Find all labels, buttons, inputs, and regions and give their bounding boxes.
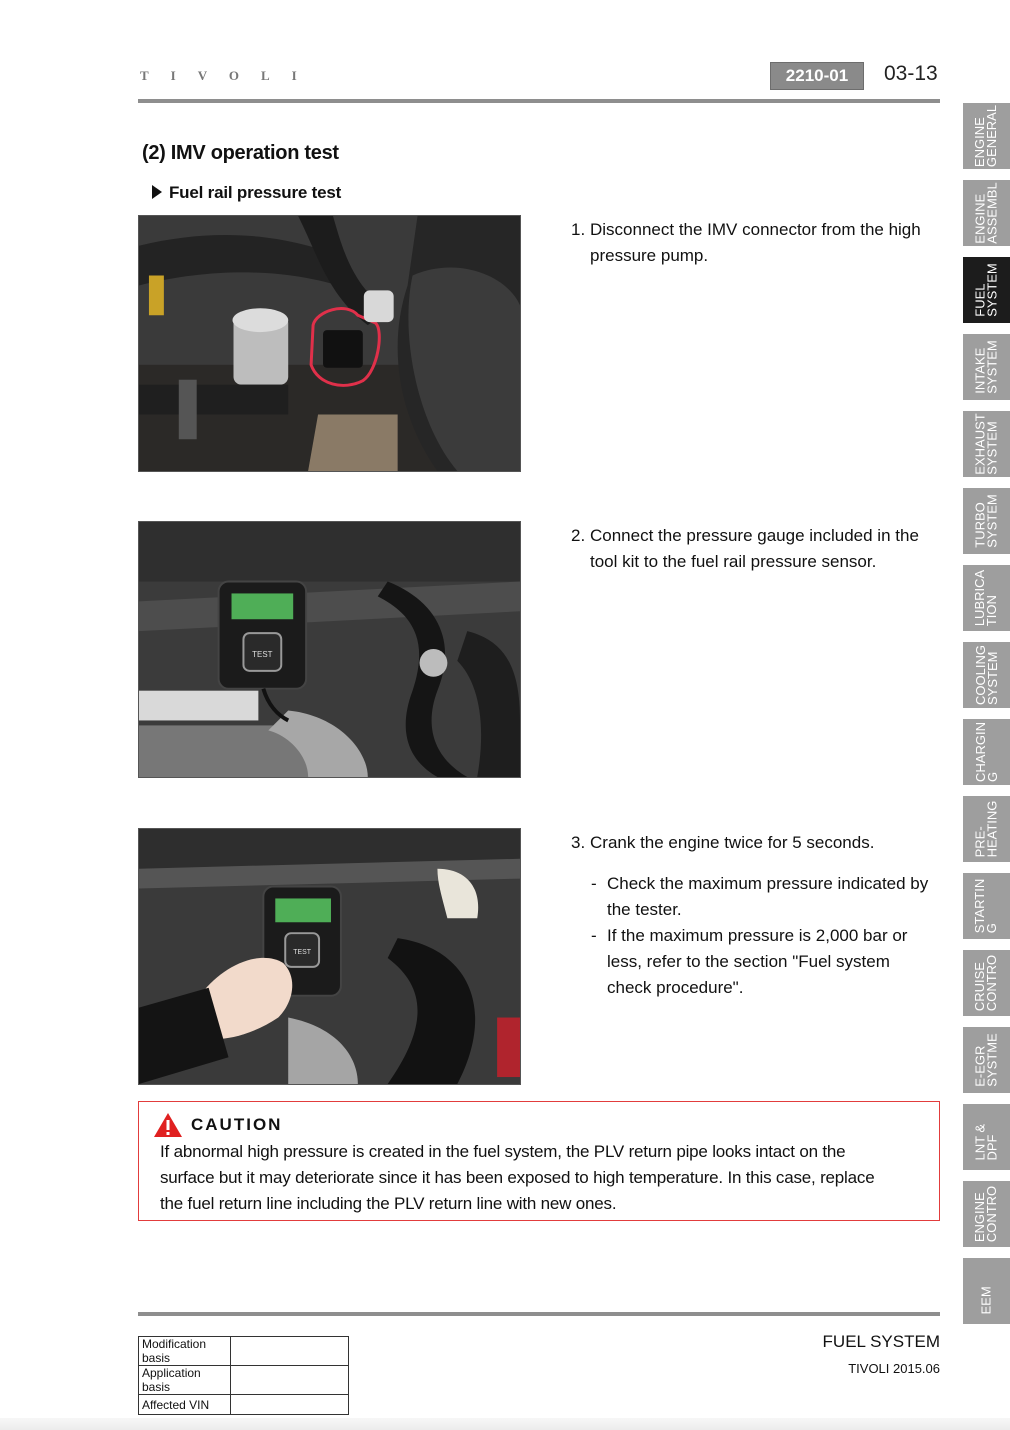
- tab-label: EEM: [978, 1286, 994, 1315]
- tab-label: LUBRICA TION: [972, 569, 1000, 627]
- photo-pressure-gauge-connected: [138, 521, 521, 778]
- note-text: less, refer to the section "Fuel system: [607, 952, 890, 971]
- tester-test-label: TEST: [293, 949, 312, 957]
- tab-label: LNT & DPF: [972, 1123, 1000, 1161]
- caution-line: surface but it may deteriorate since it has been exposed to high temperature. In this case, replace: [160, 1168, 875, 1187]
- table-row: [139, 1337, 349, 1366]
- note-text: the tester.: [607, 900, 682, 919]
- tab-label: ENGINE GENERAL: [972, 104, 1000, 168]
- table-label: Modification basis: [139, 1337, 231, 1366]
- caution-title: CAUTION: [191, 1115, 283, 1134]
- tab-pre-heating[interactable]: [963, 796, 1010, 862]
- table-value: [231, 1395, 349, 1415]
- warning-triangle-icon: [153, 1112, 183, 1138]
- tab-engine-assembly[interactable]: [963, 180, 1010, 246]
- caution-line: the fuel return line including the PLV return line with new ones.: [160, 1194, 617, 1213]
- tab-fuel-system[interactable]: [963, 257, 1010, 323]
- tab-intake-system[interactable]: [963, 334, 1010, 400]
- tab-cooling-system[interactable]: [963, 642, 1010, 708]
- step-number: 1.: [571, 220, 586, 239]
- tab-label: EXHAUST SYSTEM: [972, 413, 1000, 475]
- subsection-title-text: Fuel rail pressure test: [169, 183, 342, 202]
- section-code-badge: 2210-01: [770, 62, 864, 90]
- tab-exhaust-system[interactable]: [963, 411, 1010, 477]
- tester-test-label: TEST: [252, 649, 273, 659]
- step-3: [571, 830, 941, 1001]
- tab-label: E-EGR SYSTME: [972, 1033, 1000, 1087]
- tab-charging[interactable]: [963, 719, 1010, 785]
- tab-label: STARTIN G: [972, 878, 1000, 934]
- subsection-title: [152, 183, 341, 203]
- step-number: 2.: [571, 526, 586, 545]
- step-3-note-1: [571, 871, 941, 923]
- tab-label: PRE- HEATING: [972, 800, 1000, 858]
- tab-cruise-control[interactable]: [963, 950, 1010, 1016]
- table-value: [231, 1366, 349, 1395]
- tab-label: FUEL SYSTEM: [972, 263, 1000, 317]
- tab-e-egr-system[interactable]: [963, 1027, 1010, 1093]
- tab-lnt-dpf[interactable]: [963, 1104, 1010, 1170]
- note-text: - If the maximum pressure is 2,000 bar or: [607, 926, 908, 945]
- table-value: [231, 1337, 349, 1366]
- photo-imv-connector: [138, 215, 521, 472]
- step-3-note-2: [571, 923, 941, 1001]
- step-2: [571, 523, 941, 575]
- step-text: Connect the pressure gauge included in the: [590, 526, 919, 545]
- caution-box: [138, 1101, 940, 1221]
- header-rule: [138, 99, 940, 103]
- caution-text: [160, 1139, 920, 1217]
- tab-label: TURBO SYSTEM: [972, 494, 1000, 548]
- tab-label: COOLING SYSTEM: [972, 645, 1000, 705]
- tab-label: ENGINE ASSEMBL: [972, 182, 1000, 244]
- step-number: 3.: [571, 833, 586, 852]
- footer-rule: [138, 1312, 940, 1316]
- tab-lubrication[interactable]: [963, 565, 1010, 631]
- tab-label: CRUISE CONTRO: [972, 954, 1000, 1012]
- page-bottom-shade: [0, 1418, 1010, 1430]
- brand-name: TIVOLI: [140, 68, 319, 83]
- step-text: Disconnect the IMV connector from the high: [590, 220, 921, 239]
- section-title: (2) IMV operation test: [142, 142, 339, 164]
- step-text: Crank the engine twice for 5 seconds.: [590, 833, 875, 852]
- tab-starting[interactable]: [963, 873, 1010, 939]
- table-row: [139, 1366, 349, 1395]
- step-text-cont: pressure pump.: [590, 246, 709, 265]
- note-text: - Check the maximum pressure indicated by: [607, 874, 929, 893]
- tab-label: INTAKE SYSTEM: [972, 340, 1000, 394]
- tab-eem[interactable]: [963, 1258, 1010, 1324]
- step-1: [571, 217, 941, 269]
- tab-turbo-system[interactable]: [963, 488, 1010, 554]
- tab-engine-general[interactable]: [963, 103, 1010, 169]
- caution-line: If abnormal high pressure is created in the fuel system, the PLV return pipe looks intact on the: [160, 1142, 846, 1161]
- revision-table: [138, 1336, 349, 1415]
- footer-model-version: TIVOLI 2015.06: [848, 1361, 940, 1376]
- tab-engine-control[interactable]: [963, 1181, 1010, 1247]
- page-number: 03-13: [884, 62, 938, 85]
- tab-label: ENGINE CONTRO: [972, 1185, 1000, 1243]
- triangle-bullet-icon: [152, 185, 162, 199]
- table-label: Application basis: [139, 1366, 231, 1395]
- footer-system-name: FUEL SYSTEM: [822, 1332, 940, 1351]
- table-row: [139, 1395, 349, 1415]
- table-label: Affected VIN: [139, 1395, 231, 1415]
- step-text-cont: tool kit to the fuel rail pressure sensor.: [590, 552, 877, 571]
- tab-label: CHARGIN G: [972, 722, 1000, 782]
- note-text: check procedure".: [607, 978, 744, 997]
- photo-cranking-engine-test: [138, 828, 521, 1085]
